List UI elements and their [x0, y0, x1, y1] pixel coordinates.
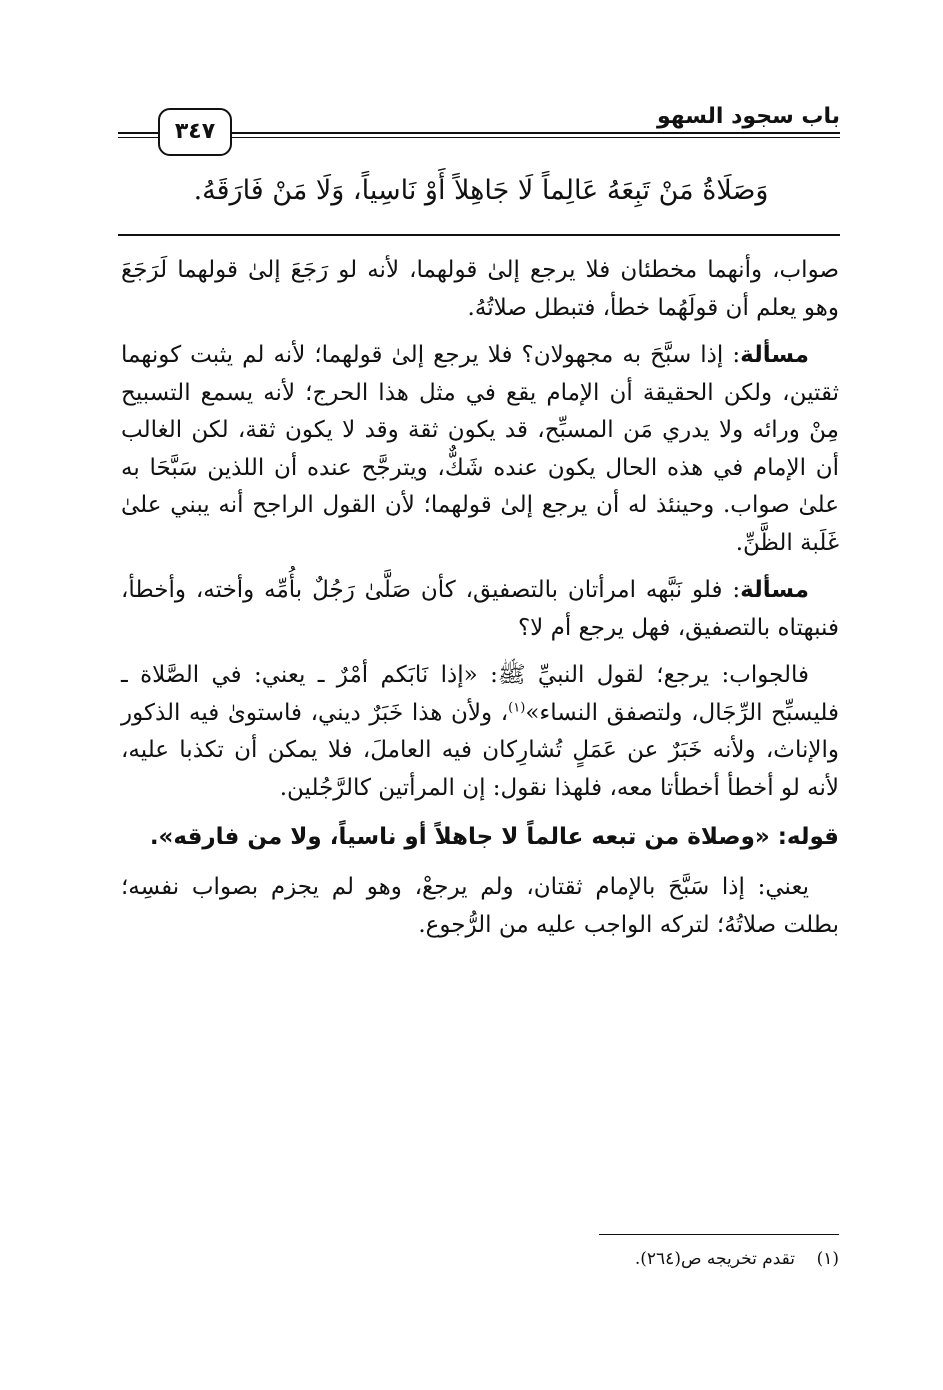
- page-number: ٣٤٧: [158, 108, 232, 156]
- qawl-quote: [121, 817, 839, 857]
- chapter-title: باب سجود السهو: [656, 104, 840, 129]
- footnote: [121, 1246, 839, 1272]
- paragraph-masala-unknown-tasbih: [121, 337, 839, 562]
- paragraph-answer: [121, 657, 839, 807]
- matn-text: وَصَلَاةُ مَنْ تَبِعَهُ عَالِماً لَا جَاهِلاً أَوْ نَاسِياً، وَلَا مَنْ فَارَقَهُ.: [193, 175, 769, 206]
- paragraph-explanation: [121, 869, 839, 944]
- paragraph-text: صواب، وأنهما مخطئان فلا يرجع إلىٰ قولهما، لأنه لو رَجَعَ إلىٰ قولهما لَرَجَعَ وهو يعلم أن قولَهُما خطأ، فتبطل صلاتُهُ.: [121, 257, 839, 321]
- footnote-ref[interactable]: (١): [508, 699, 526, 715]
- commentary-body: [121, 252, 839, 954]
- matn-separator: [118, 234, 840, 236]
- footnote-number: (١): [816, 1249, 839, 1269]
- qawl-text: «وصلاة من تبعه عالماً لا جاهلاً أو ناسياً، ولا من فارقه».: [149, 824, 778, 850]
- answer-text-continued: ، ولأن هذا خَبَرٌ ديني، فاستوىٰ فيه الذكور والإناث، ولأنه خَبَرٌ عن عَمَلٍ تُشارِكان فيه العاملَ، فلا يمكن أن تكذبا عليه، لأنه لو أخطأ أخطأتا معه، فلهذا نقول: إن المرأتين كالرَّجُلين.: [121, 699, 839, 801]
- answer-text: فالجواب: يرجع؛ لقول النبيِّ ﷺ: «إذا نَابَكم أمْرٌ ـ يعني: في الصَّلاة ـ فليسبِّح الرِّجَال، ولتصفق النساء»: [121, 662, 839, 726]
- paragraph-continuation: [121, 252, 839, 327]
- masala-label: مسألة: [740, 342, 809, 368]
- qawl-label: قوله:: [777, 824, 839, 850]
- footnote-text: تقدم تخريجه ص(٢٦٤).: [634, 1249, 795, 1269]
- footnote-separator: [599, 1234, 839, 1235]
- paragraph-text: : فلو نَبَّهه امرأتان بالتصفيق، كأن صَلَّىٰ رَجُلٌ بأُمِّه وأخته، وأخطأ، فنبهتاه بالتصفيق، فهل يرجع أم لا؟: [121, 577, 839, 641]
- paragraph-masala-women-clapping: [121, 572, 839, 647]
- paragraph-text: يعني: إذا سَبَّحَ بالإمام ثقتان، ولم يرجعْ، وهو لم يجزم بصواب نفسِه؛ بطلت صلاتُهُ؛ لتركه الواجب عليه من الرُّجوع.: [121, 874, 839, 938]
- paragraph-text: : إذا سبَّحَ به مجهولان؟ فلا يرجع إلىٰ قولهما؛ لأنه لم يثبت كونهما ثقتين، ولكن الحقيقة أن الإمام يقع في مثل هذا الحرج؛ لأنه يسمع التسبيح مِنْ ورائه ولا يدري مَن المسبِّح، قد يكون ثقة وقد لا يكون ثقة، لكن الغالب أن الإمام في هذه الحال يكون عنده شَكٌّ، ويترجَّح عنده أن اللذين سَبَّحَا به علىٰ صواب. وحينئذ له أن يرجع إلىٰ قولهما؛ لأن القول الراجح أنه يبني علىٰ غَلَبة الظَّنِّ.: [121, 342, 839, 556]
- page-header: [118, 100, 840, 156]
- masala-label: مسألة: [740, 577, 809, 603]
